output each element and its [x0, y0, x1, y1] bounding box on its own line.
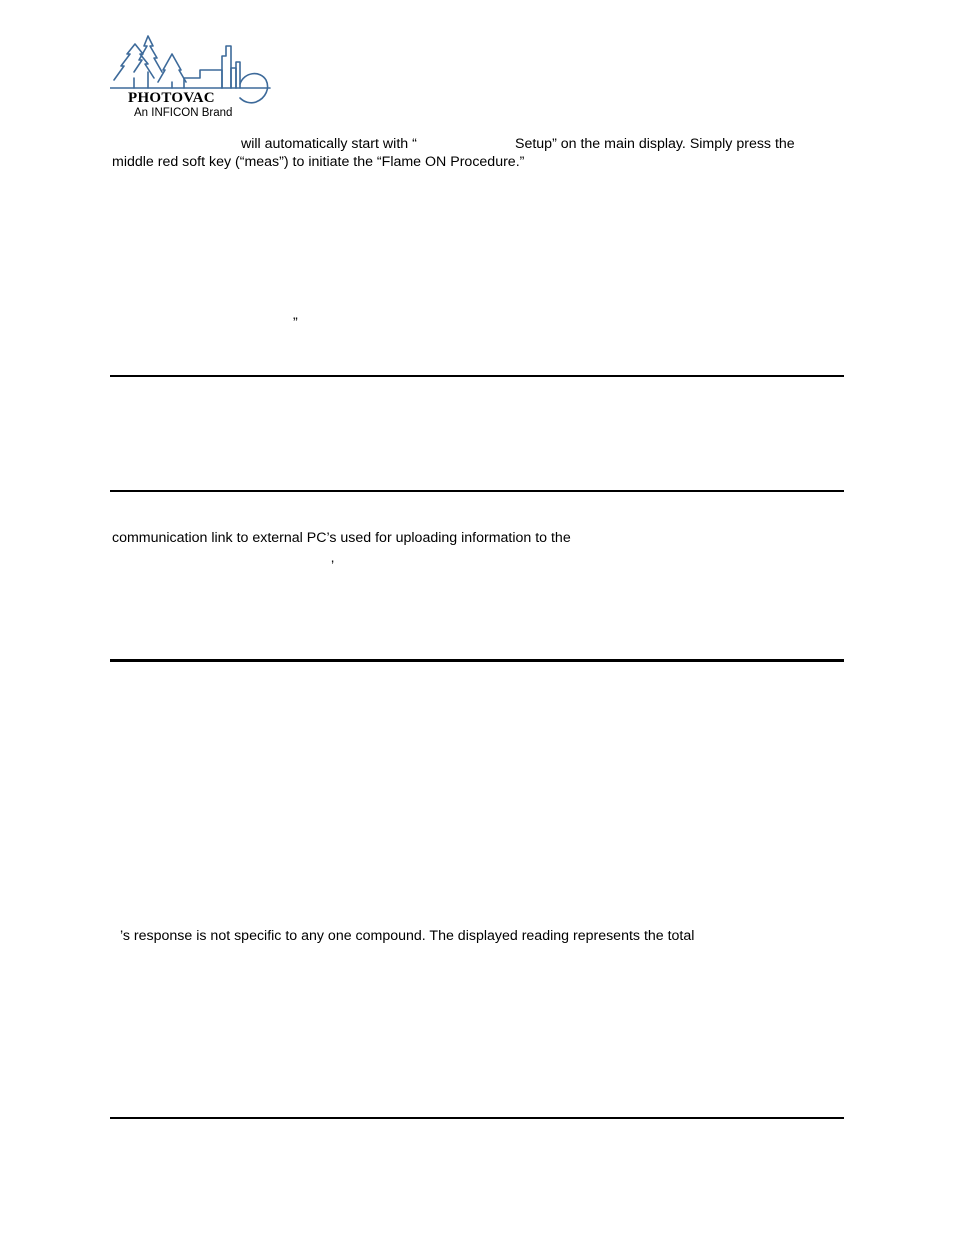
section-divider-1: [110, 375, 844, 377]
paragraph1-line1-start: will automatically start with “: [241, 136, 417, 152]
fragment-closing-quote: ”: [293, 315, 298, 331]
section-divider-3: [110, 659, 844, 662]
paragraph1-line2: middle red soft key (“meas”) to initiate the “Flame ON Procedure.”: [112, 154, 525, 170]
photovac-logo: [110, 32, 280, 124]
paragraph2-line1: communication link to external PC’s used for uploading information to the: [112, 530, 571, 546]
paragraph3-line1: ’s response is not specific to any one compound. The displayed reading represents the total: [120, 928, 695, 944]
paragraph2-apostrophe: ’: [331, 558, 335, 574]
section-divider-4: [110, 1117, 844, 1119]
logo-brand-name: PHOTOVAC: [128, 90, 215, 106]
section-divider-2: [110, 490, 844, 492]
paragraph1-line1-end: Setup” on the main display. Simply press the: [515, 136, 795, 152]
logo-tagline: An INFICON Brand: [134, 107, 233, 119]
